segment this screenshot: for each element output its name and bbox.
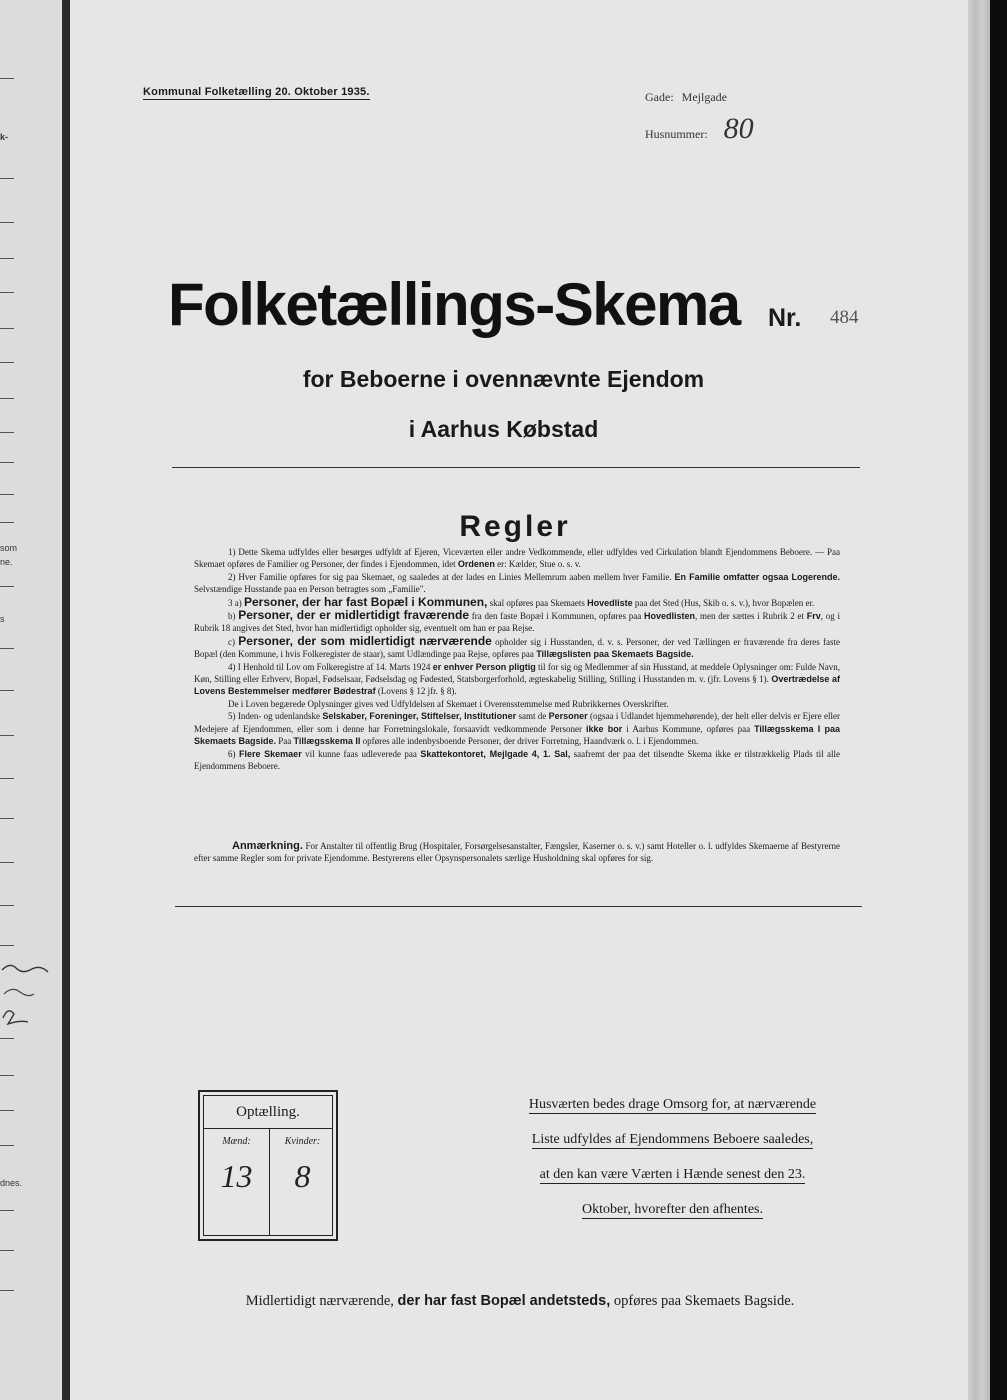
left-page-rule: [0, 258, 14, 259]
left-facing-page: [0, 0, 62, 1400]
left-page-rule: [0, 1038, 14, 1039]
count-box-title: Optælling.: [236, 1104, 300, 1120]
rule-3a: 3 a) Personer, der har fast Bopæl i Kommunen, skal opføres paa Skemaets Hovedliste paa det Sted (Hus, Skib o. s. v.), hvor Bopælen er.: [228, 594, 815, 609]
house-number-label: Husnummer:: [645, 127, 708, 141]
rule-5: 5) Inden- og udenlandske Selskaber, Foreninger, Stiftelser, Institutioner samt de Personer (ogsaa i Udlandet hjemmehørende), der helt eller delvis er Ejere eller Medejere af Ejendommen, eller som i denne har Forretningslokale, forsaavidt vedkommende Personer ikke bor i Aarhus Kommune, opføres paa Tillægsskema I paa Skemaets Bagside. Paa Tillægsskema II opføres alle indenbysboende Personer, der driver Forretning, Haandværk o. l. i Ejendommen.: [194, 711, 840, 747]
note-text: For Anstalter til offentlig Brug (Hospitaler, Forsørgelsesanstalter, Fængsler, Kaserner o. s. v.) samt Hoteller o. l. udfyldes Skemaerne af Bestyrerne efter samme Regler som for private Ejendomme. Bestyrerens eller Opsynspersonalets særlige Husholdning skal opføres for sig.: [194, 841, 840, 864]
count-box: [198, 1090, 338, 1241]
left-page-rule: [0, 178, 14, 179]
left-page-fragment: som: [0, 543, 18, 553]
census-header-title: Kommunal Folketælling 20. Oktober 1935.: [143, 86, 370, 98]
divider: [172, 467, 860, 468]
rule-4-continued: De i Loven begærede Oplysninger gives ved Udfyldelsen af Skemaet i Overensstemmelse med Rubrikkernes Overskrifter.: [228, 698, 669, 709]
form-number-label: Nr.: [768, 304, 802, 332]
left-page-rule: [0, 862, 14, 863]
left-page-rule: [0, 690, 14, 691]
left-page-rule: [0, 905, 14, 906]
left-page-rule: [0, 362, 14, 363]
street-line: [645, 88, 727, 106]
rule-1: 1) Dette Skema udfyldes eller besørges udfyldt af Ejeren, Viceværten eller andre Vedkommende, eller udfyldes ved Cirkulation blandt Ejendommens Beboere. — Paa Skemaet opføres de Familier og Personer, der findes i Ejendommen, idet Ordenen er: Kælder, Stue o. s. v.: [194, 547, 840, 570]
page-edge: [968, 0, 990, 1400]
left-page-fragment: dnes.: [0, 1178, 23, 1188]
women-label: Kvinder:: [284, 1136, 321, 1147]
form-subtitle-city: i Aarhus Købstad: [408, 416, 599, 442]
form-number-value: 484: [830, 307, 859, 328]
form-title: Folketællings-Skema: [168, 271, 740, 338]
note-label: Anmærkning.: [232, 840, 303, 852]
left-page-rule: [0, 945, 14, 946]
street-label: Gade:: [645, 90, 674, 104]
left-page-rule: [0, 818, 14, 819]
footer-note: Midlertidigt nærværende, der har fast Bopæl andetsteds, opføres paa Skemaets Bagside.: [245, 1293, 795, 1309]
left-page-rule: [0, 1110, 14, 1111]
street-value: Mejlgade: [681, 90, 727, 104]
notice-line: Liste udfyldes af Ejendommens Beboere saaledes,: [531, 1132, 814, 1147]
left-page-fragment: s: [0, 614, 5, 624]
left-page-rule: [0, 778, 14, 779]
left-page-fragment: k-: [0, 132, 9, 142]
rule-3c: c) Personer, der som midlertidigt nærværende opholder sig i Husstanden, d. v. s. Personer, der ved Tællingen er fraværende fra deres faste Bopæl (den Kommune, i hvis Folkeregister de staar), samt Udlændinge paa Rejse, opføres paa Tillægslisten paa Skemaets Bagside.: [194, 633, 840, 660]
left-page-rule: [0, 292, 14, 293]
rules-body: [194, 546, 840, 772]
men-count: 13: [220, 1158, 253, 1194]
left-page-handwriting: [0, 958, 60, 1028]
house-number-line: [645, 112, 754, 146]
rule-3b: b) Personer, der er midlertidigt fraværende fra den faste Bopæl i Kommunen, opføres paa Hovedlisten, men der sættes i Rubrik 2 et Frv, og i Rubrik 18 angives det Sted, hvor han midlertidigt opholder sig, eventuelt om han er paa Rejse.: [194, 608, 840, 634]
annotation-note: [194, 840, 840, 865]
left-page-rule: [0, 78, 14, 79]
notice-line: Oktober, hvorefter den afhentes.: [582, 1202, 763, 1217]
house-number-value: 80: [723, 112, 754, 145]
rule-6: 6) Flere Skemaer vil kunne faas udleverede paa Skattekontoret, Mejlgade 4, 1. Sal, saafremt der paa det tilsendte Skema ikke er tilstrækkelig Plads til alle Ejendommens Beboere.: [194, 748, 841, 771]
left-page-rule: [0, 1250, 14, 1251]
divider: [175, 906, 862, 907]
notice-line: Husværten bedes drage Omsorg for, at nærværende: [528, 1097, 817, 1112]
left-page-rule: [0, 462, 14, 463]
notice-line: at den kan være Værten i Hænde senest den 23.: [539, 1167, 806, 1182]
left-page-rule: [0, 735, 14, 736]
left-page-rule: [0, 586, 14, 587]
men-label: Mænd:: [222, 1136, 251, 1147]
left-page-rule: [0, 494, 14, 495]
left-page-rule: [0, 648, 14, 649]
left-page-rule: [0, 1145, 14, 1146]
left-page-rule: [0, 222, 14, 223]
left-page-rule: [0, 328, 14, 329]
form-subtitle: for Beboerne i ovennævnte Ejendom: [302, 366, 705, 392]
book-gutter: [62, 0, 70, 1400]
women-count: 8: [294, 1158, 311, 1194]
left-page-rule: [0, 1075, 14, 1076]
rule-2: 2) Hver Familie opføres for sig paa Skemaet, og saaledes at der lades en Linies Mellemrum aaben mellem hver Familie. En Familie omfatter ogsaa Logerende. Selvstændige Husstande paa en Person betragtes som „Familie".: [194, 571, 840, 595]
left-page-rule: [0, 398, 14, 399]
rule-4: 4) I Henhold til Lov om Folkeregistre af 14. Marts 1924 er enhver Person pligtig til for sig og Medlemmer af sin Husstand, at meddele Oplysninger om: Fulde Navn, Køn, Stilling eller Erhverv, Bopæl, Fødselsaar, Fødselsdag og Fødested, Statsborgerforhold, ægteskabelig Stilling, Stilling i Husstanden m. v. (jfr. Lovens § 1). Overtrædelse af Lovens Bestemmelser medfører Bødestraf (Lovens § 12 jfr. § 8).: [194, 661, 841, 697]
left-page-rule: [0, 1210, 14, 1211]
left-page-fragment: ne.: [0, 557, 13, 567]
left-page-rule: [0, 1290, 14, 1291]
rules-heading: Regler: [459, 510, 571, 543]
